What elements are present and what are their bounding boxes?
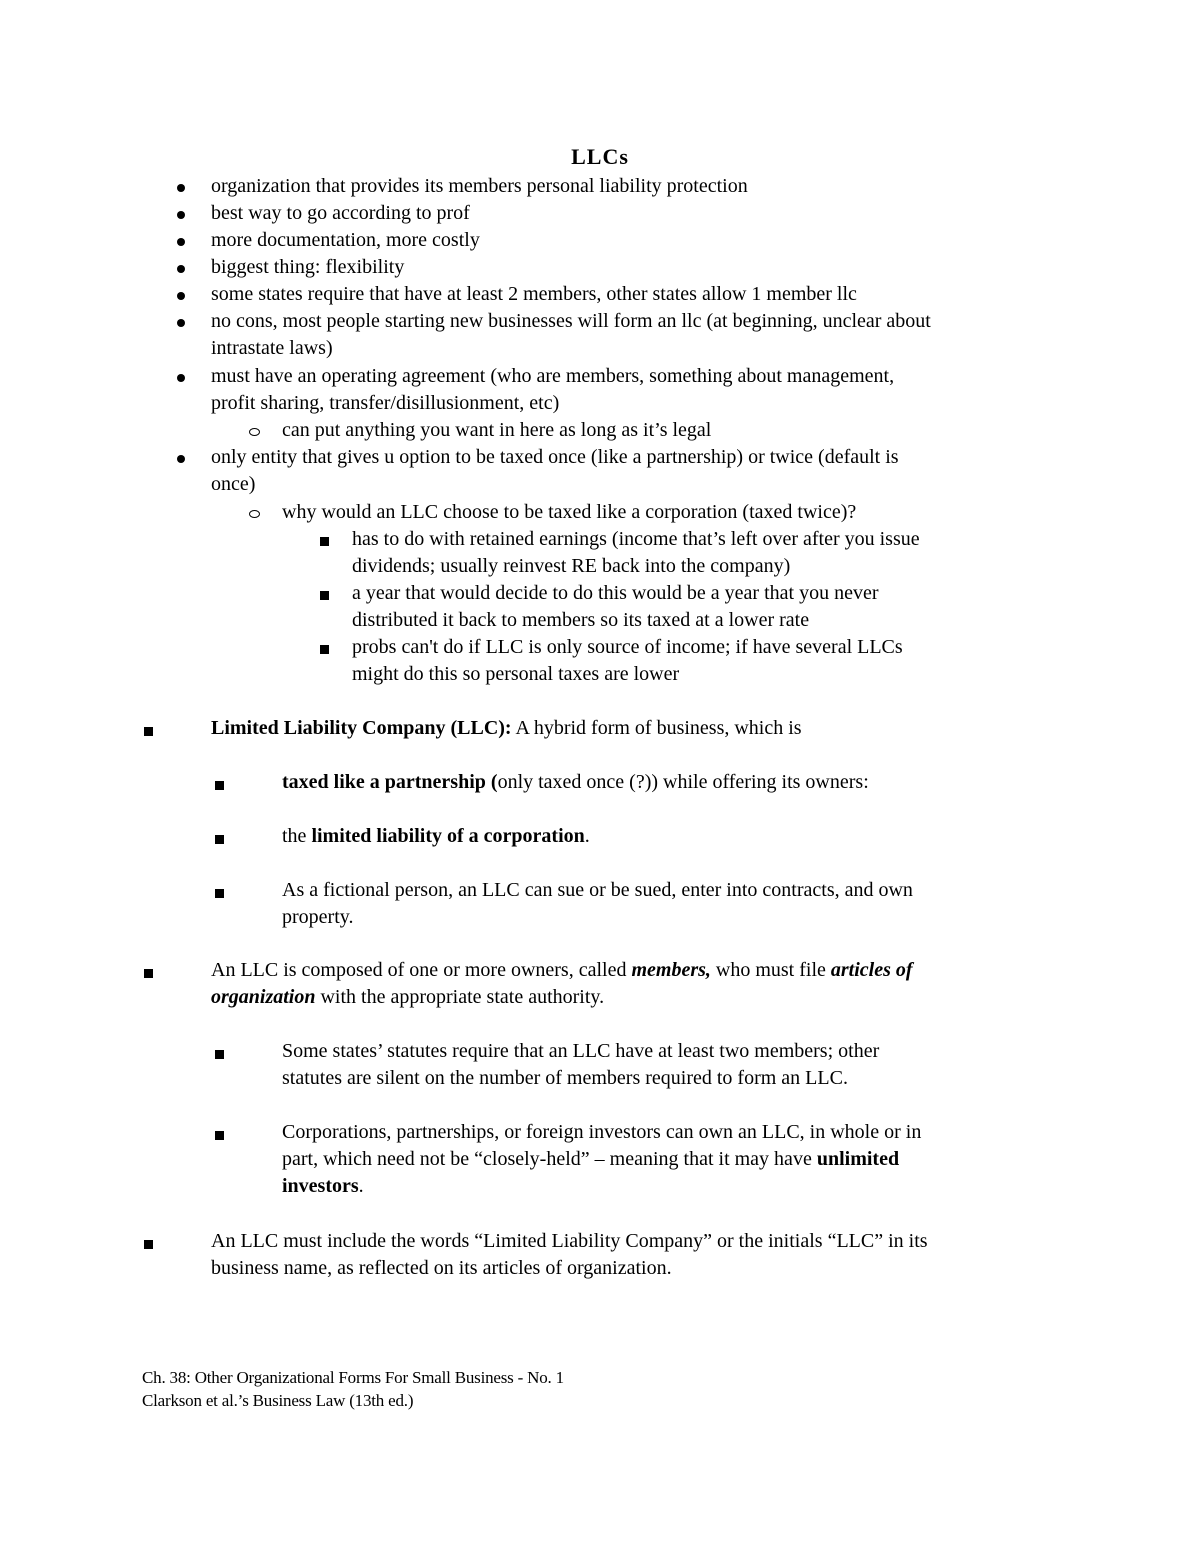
paragraph <box>211 717 802 740</box>
list-item-line: only entity that gives u option to be taxed once (like a partnership) or twice (default is <box>211 446 899 468</box>
term-bold-italic: members, <box>631 959 711 981</box>
bullet-icon <box>177 211 185 219</box>
paragraph-text: A hybrid form of business, which is <box>511 717 802 739</box>
sub-list-item: why would an LLC choose to be taxed like a corporation (taxed twice)? <box>282 501 857 523</box>
circle-bullet-icon <box>249 428 260 436</box>
sub-sub-list-item-line: a year that would decide to do this would be a year that you never <box>352 582 879 604</box>
bullet-icon <box>177 374 185 382</box>
paragraph-line: An LLC must include the words “Limited Liability Company” or the initials “LLC” in its <box>211 1230 928 1252</box>
paragraph <box>282 771 869 794</box>
bullet-icon <box>177 319 185 327</box>
term-bold-italic: articles of <box>830 959 913 981</box>
paragraph-line: As a fictional person, an LLC can sue or be sued, enter into contracts, and own <box>282 879 913 901</box>
paragraph-line <box>282 1175 364 1198</box>
paragraph-text: who must file <box>710 959 831 981</box>
paragraph-text: . <box>358 1175 364 1197</box>
term-bold-italic: organization <box>211 986 316 1008</box>
paragraph-line: business name, as reflected on its articles of organization. <box>211 1257 672 1279</box>
square-bullet-icon <box>215 781 224 790</box>
bullet-icon <box>177 292 185 300</box>
list-item: organization that provides its members personal liability protection <box>211 175 748 197</box>
term-bold: unlimited <box>816 1148 900 1170</box>
sub-sub-list-item-line: probs can't do if LLC is only source of income; if have several LLCs <box>352 636 903 658</box>
bullet-icon <box>177 455 185 463</box>
list-item: more documentation, more costly <box>211 229 480 251</box>
square-bullet-icon <box>320 537 329 546</box>
list-item-line: must have an operating agreement (who are members, something about management, <box>211 365 895 387</box>
list-item-line: once) <box>211 473 256 495</box>
term-bold: limited liability of a corporation <box>311 825 585 847</box>
square-bullet-icon <box>215 1050 224 1059</box>
square-bullet-icon <box>215 889 224 898</box>
bullet-icon <box>177 184 185 192</box>
circle-bullet-icon <box>249 510 260 518</box>
footer-line: Ch. 38: Other Organizational Forms For Small Business - No. 1 <box>142 1368 564 1387</box>
square-bullet-icon <box>144 1240 153 1249</box>
square-bullet-icon <box>215 835 224 844</box>
term-bold: taxed like a partnership ( <box>282 771 498 793</box>
paragraph-line: Corporations, partnerships, or foreign investors can own an LLC, in whole or in <box>282 1121 922 1143</box>
sub-sub-list-item-line: has to do with retained earnings (income that’s left over after you issue <box>352 528 920 550</box>
paragraph <box>282 825 590 848</box>
list-item-line: no cons, most people starting new businesses will form an llc (at beginning, unclear about <box>211 310 931 332</box>
square-bullet-icon <box>320 591 329 600</box>
sub-sub-list-item-line: distributed it back to members so its taxed at a lower rate <box>352 609 810 631</box>
sub-sub-list-item-line: dividends; usually reinvest RE back into the company) <box>352 555 791 577</box>
paragraph-text: with the appropriate state authority. <box>315 986 605 1008</box>
sub-sub-list-item-line: might do this so personal taxes are lower <box>352 663 680 685</box>
page-title: LLCs <box>571 144 629 169</box>
term-bold: investors <box>282 1175 359 1197</box>
list-item: best way to go according to prof <box>211 202 470 224</box>
paragraph-text: only taxed once (?)) while offering its owners: <box>497 771 869 793</box>
sub-list-item: can put anything you want in here as long as it’s legal <box>282 419 712 441</box>
paragraph-text: part, which need not be “closely-held” – meaning that it may have <box>282 1148 817 1170</box>
paragraph-line <box>211 986 604 1009</box>
footer-line: Clarkson et al.’s Business Law (13th ed.) <box>142 1391 414 1410</box>
list-item: biggest thing: flexibility <box>211 256 405 278</box>
paragraph-text: the <box>282 825 312 847</box>
list-item: some states require that have at least 2 members, other states allow 1 member llc <box>211 283 857 305</box>
bullet-icon <box>177 238 185 246</box>
square-bullet-icon <box>320 645 329 654</box>
square-bullet-icon <box>215 1131 224 1140</box>
paragraph-line <box>282 1148 899 1171</box>
term-bold: Limited Liability Company (LLC): <box>211 717 512 739</box>
paragraph-text: An LLC is composed of one or more owners, called <box>211 959 632 981</box>
paragraph-line: statutes are silent on the number of members required to form an LLC. <box>282 1067 848 1089</box>
paragraph-line: Some states’ statutes require that an LLC have at least two members; other <box>282 1040 880 1062</box>
square-bullet-icon <box>144 727 153 736</box>
square-bullet-icon <box>144 969 153 978</box>
list-item-line: profit sharing, transfer/disillusionment, etc) <box>211 392 560 414</box>
list-item-line: intrastate laws) <box>211 337 333 359</box>
paragraph-text: . <box>584 825 590 847</box>
bullet-icon <box>177 265 185 273</box>
paragraph-line: property. <box>282 906 354 928</box>
paragraph-line <box>211 959 913 982</box>
